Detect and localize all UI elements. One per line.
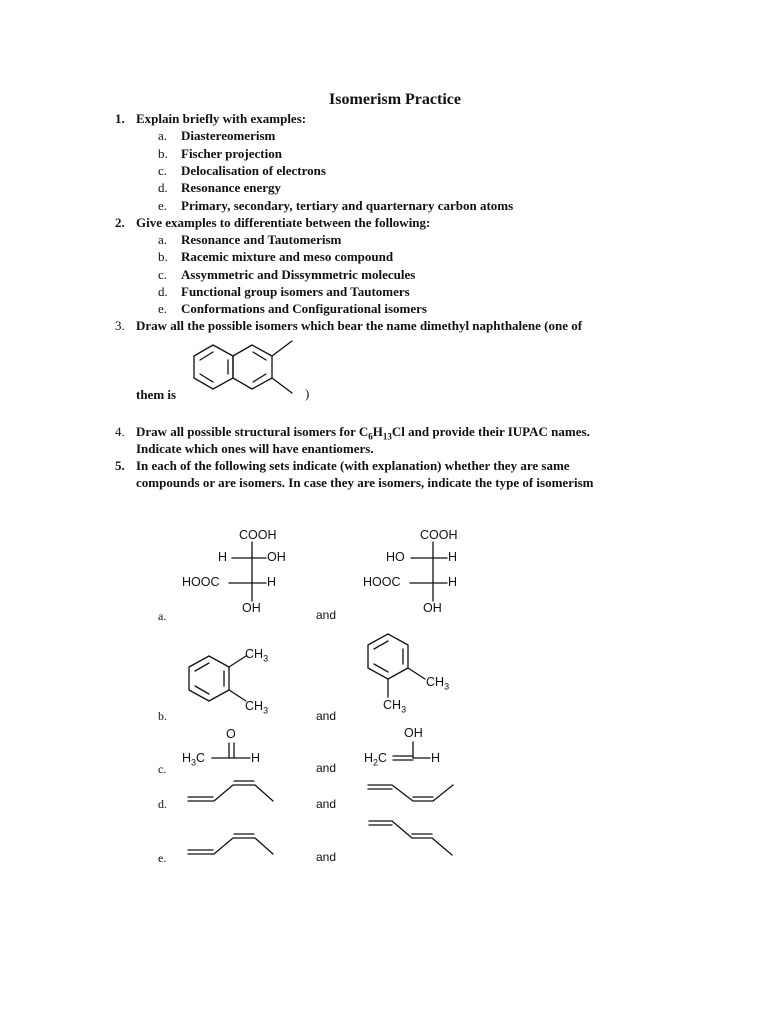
set-d-and: and xyxy=(316,797,337,811)
q1-item-text: Primary, secondary, tertiary and quarternary carbon atoms xyxy=(181,198,514,213)
question-5-line1: In each of the following sets indicate (with explanation) whether they are same xyxy=(136,458,570,473)
question-number-3: 3. xyxy=(115,318,125,333)
hydroxyl-group: OH xyxy=(404,726,423,740)
fischer-right-r1-right: H xyxy=(448,550,458,564)
q2-item-text: Racemic mixture and meso compound xyxy=(181,249,394,264)
fischer-left-r1-right: OH xyxy=(267,550,286,564)
set-d-label: d. xyxy=(158,797,167,811)
set-a-label: a. xyxy=(158,609,167,623)
q1-item-letter: b. xyxy=(158,146,168,161)
question-4-line2: Indicate which ones will have enantiomers. xyxy=(136,441,374,456)
q1-item-text: Diastereomerism xyxy=(181,128,276,143)
methylene-group: $H_2C$ xyxy=(364,751,388,768)
carbonyl-oxygen: O xyxy=(226,727,236,741)
q1-item-text: Delocalisation of electrons xyxy=(181,163,326,178)
q1-item-text: Fischer projection xyxy=(181,146,282,161)
q1-item-letter: c. xyxy=(158,163,168,178)
fischer-right-top: COOH xyxy=(420,528,458,542)
q2-item-letter: a. xyxy=(158,232,168,247)
q2-item-text: Conformations and Configurational isomers xyxy=(181,301,427,316)
fischer-right-r2-left: HOOC xyxy=(363,575,401,589)
question-text-3: Draw all the possible isomers which bear the name dimethyl naphthalene (one of xyxy=(136,318,583,333)
page-title: Isomerism Practice xyxy=(329,91,461,108)
set-a-and: and xyxy=(316,608,337,622)
question-text-4: Draw all possible structural isomers for $C_6H_{13}Cl$ and provide their IUPAC names. xyxy=(136,424,590,442)
set-b-and: and xyxy=(316,709,337,723)
q2-item-letter: e. xyxy=(158,301,168,316)
fischer-right-r2-right: H xyxy=(448,575,458,589)
question-number-5: 5. xyxy=(115,458,125,473)
methyl-label: $CH_3$ xyxy=(245,647,269,664)
q2-item-text: Resonance and Tautomerism xyxy=(181,232,342,247)
q1-item-text: Resonance energy xyxy=(181,180,282,195)
question-3-continuation: them is xyxy=(136,387,177,402)
q2-item-text: Functional group isomers and Tautomers xyxy=(181,284,410,299)
fischer-right-bottom: OH xyxy=(423,601,442,615)
q1-item-letter: d. xyxy=(158,180,168,195)
set-c-and: and xyxy=(316,761,337,775)
q1-item-letter: e. xyxy=(158,198,168,213)
set-e-and: and xyxy=(316,850,337,864)
set-e-label: e. xyxy=(158,851,167,865)
q1-item-letter: a. xyxy=(158,128,168,143)
question-number-4: 4. xyxy=(115,424,125,439)
set-b-label: b. xyxy=(158,709,167,723)
q2-item-letter: c. xyxy=(158,267,168,282)
question-number-1: 1. xyxy=(115,111,125,126)
question-3-closing-paren: ) xyxy=(305,386,310,401)
fischer-right-r1-left: HO xyxy=(386,550,405,564)
methyl-group: $H_3C$ xyxy=(182,751,206,768)
question-text-2: Give examples to differentiate between the following: xyxy=(136,215,431,230)
fischer-left-top: COOH xyxy=(239,528,277,542)
set-c-label: c. xyxy=(158,762,167,776)
methyl-label: $CH_3$ xyxy=(383,698,407,715)
fischer-left-r2-left: HOOC xyxy=(182,575,220,589)
question-5-line2: compounds or are isomers. In case they are isomers, indicate the type of isomerism xyxy=(136,475,594,490)
methyl-label: $CH_3$ xyxy=(245,699,269,716)
q2-item-letter: d. xyxy=(158,284,168,299)
q2-item-text: Assymmetric and Dissymmetric molecules xyxy=(181,267,416,282)
fischer-left-bottom: OH xyxy=(242,601,261,615)
vinyl-hydrogen: H xyxy=(431,751,441,765)
fischer-left-r2-right: H xyxy=(267,575,277,589)
q2-item-letter: b. xyxy=(158,249,168,264)
methyl-label: $CH_3$ xyxy=(426,675,450,692)
aldehyde-hydrogen: H xyxy=(251,751,261,765)
question-text-1: Explain briefly with examples: xyxy=(136,111,307,126)
question-number-2: 2. xyxy=(115,215,125,230)
fischer-left-r1-left: H xyxy=(218,550,228,564)
